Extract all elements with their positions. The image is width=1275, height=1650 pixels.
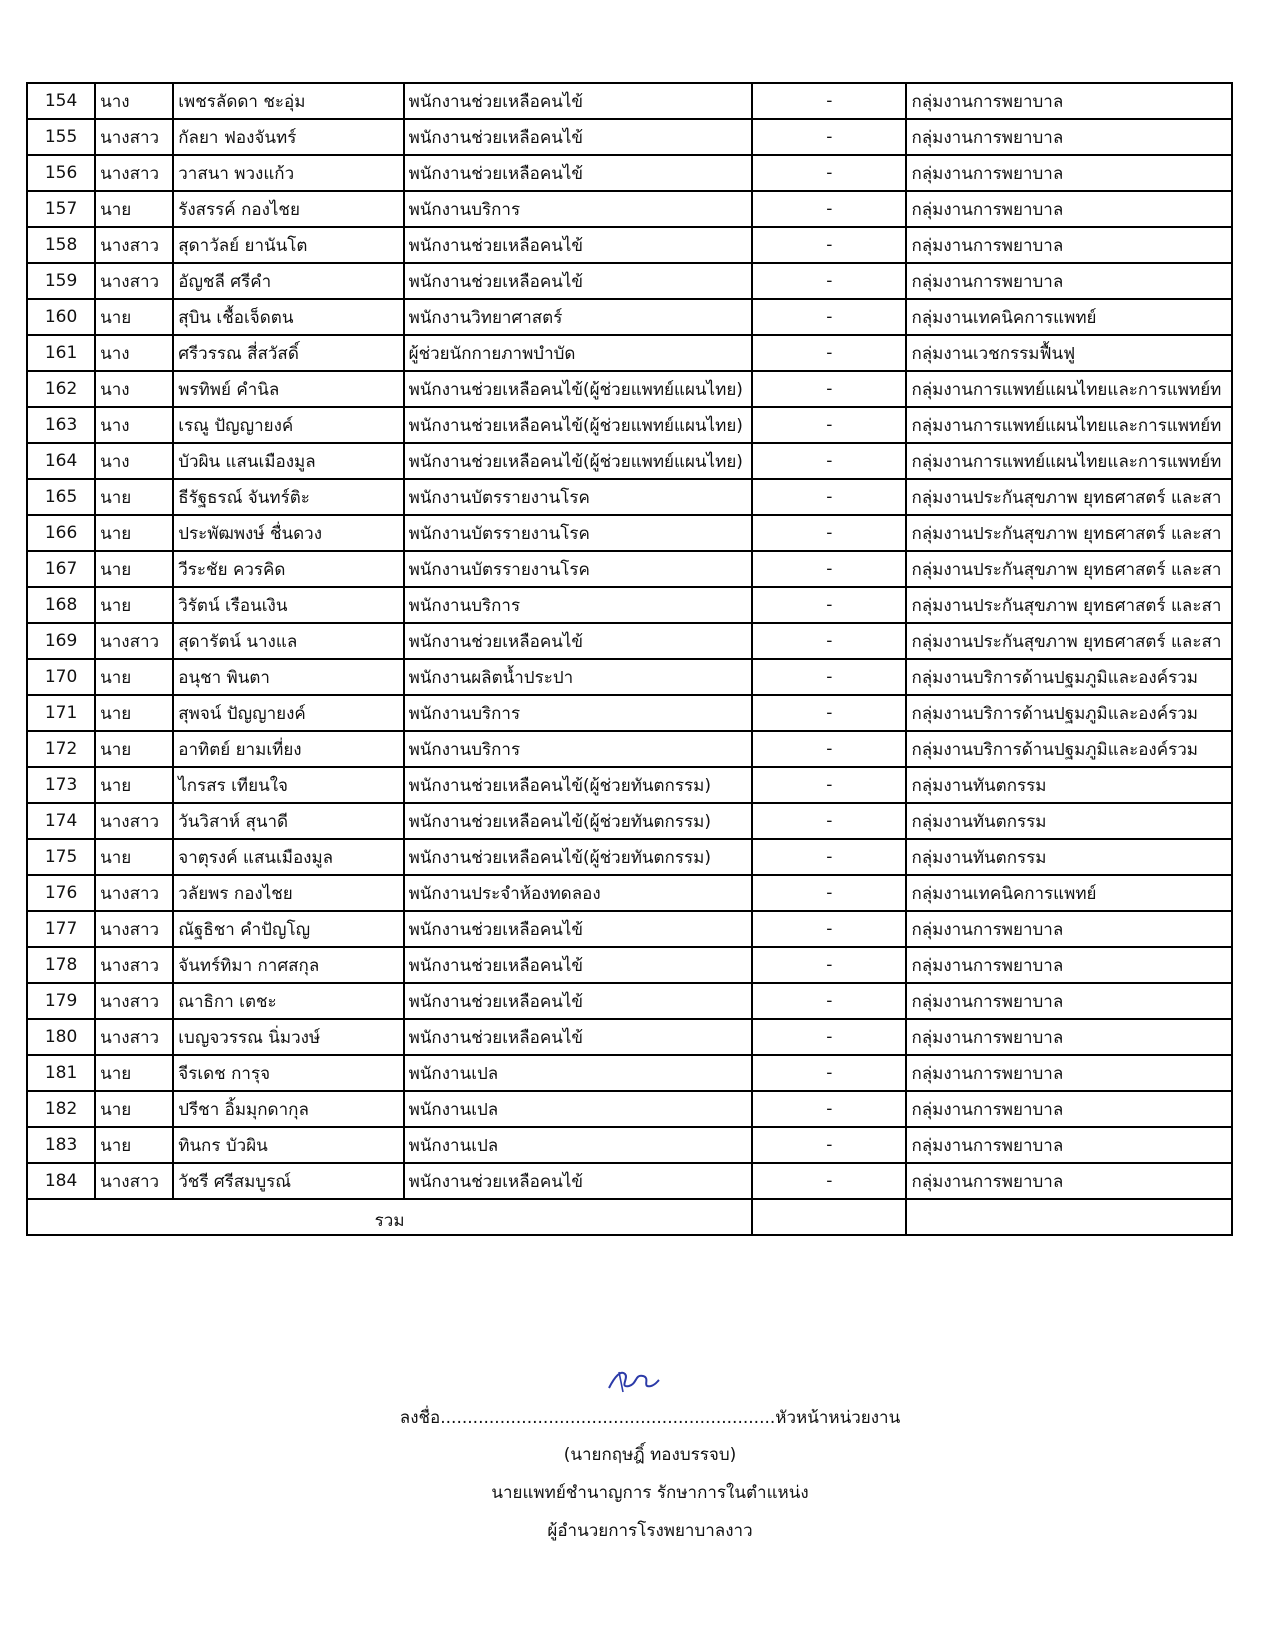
table-row	[27, 947, 1232, 983]
row-position: พนักงานช่วยเหลือคนไข้	[404, 155, 753, 191]
row-number: 162	[27, 371, 95, 407]
row-name: กัลยา ฟองจันทร์	[173, 119, 403, 155]
row-department: กลุ่มงานการพยาบาล	[906, 191, 1232, 227]
row-number: 156	[27, 155, 95, 191]
row-prefix: นาง	[95, 371, 173, 407]
table-row	[27, 1163, 1232, 1199]
table-row	[27, 155, 1232, 191]
row-prefix: นางสาว	[95, 1019, 173, 1055]
total-label: รวม	[27, 1199, 752, 1235]
row-number: 180	[27, 1019, 95, 1055]
table-row	[27, 371, 1232, 407]
row-prefix: นาย	[95, 1091, 173, 1127]
signature-block	[300, 1400, 1000, 1550]
row-position: พนักงานช่วยเหลือคนไข้	[404, 119, 753, 155]
table-row	[27, 587, 1232, 623]
row-department: กลุ่มงานบริการด้านปฐมภูมิและองค์รวม	[906, 659, 1232, 695]
row-position: พนักงานช่วยเหลือคนไข้(ผู้ช่วยแพทย์แผนไทย)	[404, 443, 753, 479]
row-department: กลุ่มงานการพยาบาล	[906, 983, 1232, 1019]
row-number: 177	[27, 911, 95, 947]
row-prefix: นางสาว	[95, 1163, 173, 1199]
row-position: พนักงานช่วยเหลือคนไข้(ผู้ช่วยแพทย์แผนไทย)	[404, 407, 753, 443]
table-row	[27, 1127, 1232, 1163]
row-amount: -	[752, 587, 906, 623]
row-amount: -	[752, 83, 906, 119]
row-number: 167	[27, 551, 95, 587]
row-position: พนักงานเปล	[404, 1091, 753, 1127]
row-department: กลุ่มงานการพยาบาล	[906, 911, 1232, 947]
row-prefix: นาง	[95, 335, 173, 371]
row-name: วิรัตน์ เรือนเงิน	[173, 587, 403, 623]
row-amount: -	[752, 263, 906, 299]
total-dept-cell	[906, 1199, 1232, 1235]
row-position: พนักงานบริการ	[404, 695, 753, 731]
row-department: กลุ่มงานประกันสุขภาพ ยุทธศาสตร์ และสา	[906, 623, 1232, 659]
row-amount: -	[752, 371, 906, 407]
row-amount: -	[752, 839, 906, 875]
row-number: 174	[27, 803, 95, 839]
row-name: เพชรลัดดา ชะอุ่ม	[173, 83, 403, 119]
table-row	[27, 731, 1232, 767]
row-position: พนักงานช่วยเหลือคนไข้	[404, 1019, 753, 1055]
row-name: วาสนา พวงแก้ว	[173, 155, 403, 191]
row-prefix: นาย	[95, 731, 173, 767]
table-row	[27, 911, 1232, 947]
row-name: ปรีชา อิ้มมุกดากุล	[173, 1091, 403, 1127]
row-position: พนักงานบัตรรายงานโรค	[404, 515, 753, 551]
row-position: พนักงานช่วยเหลือคนไข้(ผู้ช่วยทันตกรรม)	[404, 803, 753, 839]
signer-name: (นายกฤษฎิ์ ทองบรรจบ)	[563, 1445, 737, 1465]
row-amount: -	[752, 1127, 906, 1163]
table-row	[27, 407, 1232, 443]
row-name: รังสรรค์ กองไชย	[173, 191, 403, 227]
row-number: 179	[27, 983, 95, 1019]
row-position: พนักงานบริการ	[404, 587, 753, 623]
row-name: ธีรัฐธรณ์ จันทร์ติะ	[173, 479, 403, 515]
row-department: กลุ่มงานการพยาบาล	[906, 1163, 1232, 1199]
row-position: ผู้ช่วยนักกายภาพบำบัด	[404, 335, 753, 371]
total-amount-cell	[752, 1199, 906, 1235]
row-number: 161	[27, 335, 95, 371]
row-department: กลุ่มงานทันตกรรม	[906, 839, 1232, 875]
table-row	[27, 659, 1232, 695]
row-prefix: นาย	[95, 551, 173, 587]
row-number: 181	[27, 1055, 95, 1091]
row-name: อาทิตย์ ยามเที่ยง	[173, 731, 403, 767]
row-amount: -	[752, 1055, 906, 1091]
row-name: สุพจน์ ปัญญายงค์	[173, 695, 403, 731]
row-number: 165	[27, 479, 95, 515]
row-department: กลุ่มงานการพยาบาล	[906, 155, 1232, 191]
row-prefix: นางสาว	[95, 155, 173, 191]
row-position: พนักงานช่วยเหลือคนไข้	[404, 227, 753, 263]
row-prefix: นาย	[95, 515, 173, 551]
row-amount: -	[752, 983, 906, 1019]
row-name: พรทิพย์ คำนิล	[173, 371, 403, 407]
row-name: วลัยพร กองไชย	[173, 875, 403, 911]
row-position: พนักงานผลิตน้ำประปา	[404, 659, 753, 695]
row-number: 159	[27, 263, 95, 299]
row-name: ไกรสร เทียนใจ	[173, 767, 403, 803]
staff-table	[26, 82, 1233, 1236]
row-name: จีรเดช การุจ	[173, 1055, 403, 1091]
row-prefix: นาย	[95, 191, 173, 227]
row-prefix: นาย	[95, 1055, 173, 1091]
row-name: เบญจวรรณ นิ่มวงษ์	[173, 1019, 403, 1055]
row-name: อัญชลี ศรีคำ	[173, 263, 403, 299]
table-row	[27, 227, 1232, 263]
row-amount: -	[752, 515, 906, 551]
row-position: พนักงานเปล	[404, 1127, 753, 1163]
row-number: 158	[27, 227, 95, 263]
row-number: 171	[27, 695, 95, 731]
table-row	[27, 1055, 1232, 1091]
row-name: สุบิน เชื้อเจ็ดตน	[173, 299, 403, 335]
row-number: 184	[27, 1163, 95, 1199]
row-number: 175	[27, 839, 95, 875]
row-position: พนักงานบริการ	[404, 191, 753, 227]
table-row	[27, 551, 1232, 587]
row-number: 169	[27, 623, 95, 659]
row-department: กลุ่มงานการพยาบาล	[906, 83, 1232, 119]
row-prefix: นาย	[95, 1127, 173, 1163]
row-department: กลุ่มงานการพยาบาล	[906, 1091, 1232, 1127]
row-amount: -	[752, 443, 906, 479]
row-number: 173	[27, 767, 95, 803]
row-name: วันวิสาห์ สุนาดี	[173, 803, 403, 839]
row-department: กลุ่มงานการแพทย์แผนไทยและการแพทย์ท	[906, 407, 1232, 443]
row-amount: -	[752, 1091, 906, 1127]
row-name: จาตุรงค์ แสนเมืองมูล	[173, 839, 403, 875]
row-name: ประพัฒพงษ์ ชื่นดวง	[173, 515, 403, 551]
row-name: ศรีวรรณ สี่สวัสดิ์	[173, 335, 403, 371]
row-number: 160	[27, 299, 95, 335]
table-row	[27, 839, 1232, 875]
row-number: 183	[27, 1127, 95, 1163]
row-amount: -	[752, 875, 906, 911]
row-prefix: นางสาว	[95, 947, 173, 983]
handwritten-signature-icon	[605, 1366, 661, 1396]
row-amount: -	[752, 299, 906, 335]
row-name: ณาธิกา เตชะ	[173, 983, 403, 1019]
row-position: พนักงานช่วยเหลือคนไข้	[404, 263, 753, 299]
row-position: พนักงานช่วยเหลือคนไข้(ผู้ช่วยทันตกรรม)	[404, 767, 753, 803]
table-row	[27, 695, 1232, 731]
row-amount: -	[752, 731, 906, 767]
row-number: 157	[27, 191, 95, 227]
row-prefix: นาย	[95, 839, 173, 875]
row-department: กลุ่มงานทันตกรรม	[906, 803, 1232, 839]
row-department: กลุ่มงานเวชกรรมฟื้นฟู	[906, 335, 1232, 371]
row-position: พนักงานช่วยเหลือคนไข้	[404, 623, 753, 659]
row-prefix: นาง	[95, 83, 173, 119]
row-amount: -	[752, 551, 906, 587]
table-row	[27, 515, 1232, 551]
row-number: 172	[27, 731, 95, 767]
table-row	[27, 1019, 1232, 1055]
row-number: 154	[27, 83, 95, 119]
row-department: กลุ่มงานการพยาบาล	[906, 1127, 1232, 1163]
table-row	[27, 803, 1232, 839]
row-number: 163	[27, 407, 95, 443]
row-department: กลุ่มงานประกันสุขภาพ ยุทธศาสตร์ และสา	[906, 551, 1232, 587]
row-number: 164	[27, 443, 95, 479]
row-name: สุดาวัลย์ ยานันโต	[173, 227, 403, 263]
row-amount: -	[752, 947, 906, 983]
signature-line: ลงชื่อ..............................................................หัวหน้าหน่วยงาน	[399, 1408, 901, 1428]
row-prefix: นาง	[95, 443, 173, 479]
signature-line-row	[300, 1400, 1000, 1436]
row-department: กลุ่มงานการพยาบาล	[906, 1019, 1232, 1055]
row-name: ทินกร บัวผิน	[173, 1127, 403, 1163]
row-amount: -	[752, 155, 906, 191]
total-row	[27, 1199, 1232, 1235]
row-name: บัวผิน แสนเมืองมูล	[173, 443, 403, 479]
row-prefix: นางสาว	[95, 227, 173, 263]
row-department: กลุ่มงานเทคนิคการแพทย์	[906, 875, 1232, 911]
table-row	[27, 299, 1232, 335]
row-prefix: นาย	[95, 299, 173, 335]
row-position: พนักงานวิทยาศาสตร์	[404, 299, 753, 335]
row-department: กลุ่มงานบริการด้านปฐมภูมิและองค์รวม	[906, 731, 1232, 767]
signer-title: นายแพทย์ชำนาญการ รักษาการในตำแหน่ง	[491, 1483, 809, 1503]
row-number: 178	[27, 947, 95, 983]
row-position: พนักงานช่วยเหลือคนไข้(ผู้ช่วยแพทย์แผนไทย)	[404, 371, 753, 407]
table-row	[27, 119, 1232, 155]
row-position: พนักงานช่วยเหลือคนไข้	[404, 83, 753, 119]
row-prefix: นางสาว	[95, 875, 173, 911]
row-department: กลุ่มงานการพยาบาล	[906, 227, 1232, 263]
row-position: พนักงานประจำห้องทดลอง	[404, 875, 753, 911]
row-amount: -	[752, 1019, 906, 1055]
row-department: กลุ่มงานประกันสุขภาพ ยุทธศาสตร์ และสา	[906, 587, 1232, 623]
row-name: ณัฐธิชา คำปัญโญ	[173, 911, 403, 947]
row-number: 168	[27, 587, 95, 623]
row-amount: -	[752, 479, 906, 515]
row-department: กลุ่มงานการแพทย์แผนไทยและการแพทย์ท	[906, 371, 1232, 407]
row-department: กลุ่มงานทันตกรรม	[906, 767, 1232, 803]
row-amount: -	[752, 659, 906, 695]
row-position: พนักงานบัตรรายงานโรค	[404, 479, 753, 515]
row-prefix: นางสาว	[95, 911, 173, 947]
row-amount: -	[752, 335, 906, 371]
row-prefix: นาย	[95, 767, 173, 803]
row-position: พนักงานเปล	[404, 1055, 753, 1091]
row-department: กลุ่มงานเทคนิคการแพทย์	[906, 299, 1232, 335]
table-row	[27, 983, 1232, 1019]
row-position: พนักงานช่วยเหลือคนไข้(ผู้ช่วยทันตกรรม)	[404, 839, 753, 875]
row-amount: -	[752, 1163, 906, 1199]
row-amount: -	[752, 191, 906, 227]
row-prefix: นาย	[95, 695, 173, 731]
row-number: 182	[27, 1091, 95, 1127]
row-position: พนักงานช่วยเหลือคนไข้	[404, 947, 753, 983]
row-number: 155	[27, 119, 95, 155]
row-department: กลุ่มงานการพยาบาล	[906, 1055, 1232, 1091]
row-prefix: นาย	[95, 479, 173, 515]
row-amount: -	[752, 767, 906, 803]
row-name: วัชรี ศรีสมบูรณ์	[173, 1163, 403, 1199]
row-amount: -	[752, 911, 906, 947]
row-prefix: นาง	[95, 407, 173, 443]
row-amount: -	[752, 407, 906, 443]
row-position: พนักงานบริการ	[404, 731, 753, 767]
table-row	[27, 263, 1232, 299]
row-prefix: นางสาว	[95, 623, 173, 659]
table-row	[27, 191, 1232, 227]
table-row	[27, 83, 1232, 119]
row-department: กลุ่มงานการพยาบาล	[906, 263, 1232, 299]
row-position: พนักงานช่วยเหลือคนไข้	[404, 983, 753, 1019]
row-number: 170	[27, 659, 95, 695]
row-name: เรณู ปัญญายงค์	[173, 407, 403, 443]
row-amount: -	[752, 803, 906, 839]
row-department: กลุ่มงานประกันสุขภาพ ยุทธศาสตร์ และสา	[906, 515, 1232, 551]
row-prefix: นางสาว	[95, 119, 173, 155]
row-name: จันทร์ทิมา กาศสกุล	[173, 947, 403, 983]
row-position: พนักงานช่วยเหลือคนไข้	[404, 911, 753, 947]
table-row	[27, 479, 1232, 515]
row-prefix: นางสาว	[95, 263, 173, 299]
row-prefix: นาย	[95, 659, 173, 695]
row-prefix: นางสาว	[95, 803, 173, 839]
row-position: พนักงานบัตรรายงานโรค	[404, 551, 753, 587]
row-name: วีระชัย ควรคิด	[173, 551, 403, 587]
table-row	[27, 767, 1232, 803]
row-department: กลุ่มงานการพยาบาล	[906, 119, 1232, 155]
row-amount: -	[752, 119, 906, 155]
signer-org: ผู้อำนวยการโรงพยาบาลงาว	[547, 1521, 753, 1541]
table-row	[27, 875, 1232, 911]
row-amount: -	[752, 695, 906, 731]
row-department: กลุ่มงานบริการด้านปฐมภูมิและองค์รวม	[906, 695, 1232, 731]
row-prefix: นาย	[95, 587, 173, 623]
table-row	[27, 1091, 1232, 1127]
row-prefix: นางสาว	[95, 983, 173, 1019]
row-number: 166	[27, 515, 95, 551]
table-row	[27, 443, 1232, 479]
row-name: สุดารัตน์ นางแล	[173, 623, 403, 659]
row-department: กลุ่มงานประกันสุขภาพ ยุทธศาสตร์ และสา	[906, 479, 1232, 515]
row-department: กลุ่มงานการพยาบาล	[906, 947, 1232, 983]
table-row	[27, 335, 1232, 371]
row-amount: -	[752, 227, 906, 263]
table-row	[27, 623, 1232, 659]
row-department: กลุ่มงานการแพทย์แผนไทยและการแพทย์ท	[906, 443, 1232, 479]
row-number: 176	[27, 875, 95, 911]
row-name: อนุชา พินตา	[173, 659, 403, 695]
row-amount: -	[752, 623, 906, 659]
row-position: พนักงานช่วยเหลือคนไข้	[404, 1163, 753, 1199]
